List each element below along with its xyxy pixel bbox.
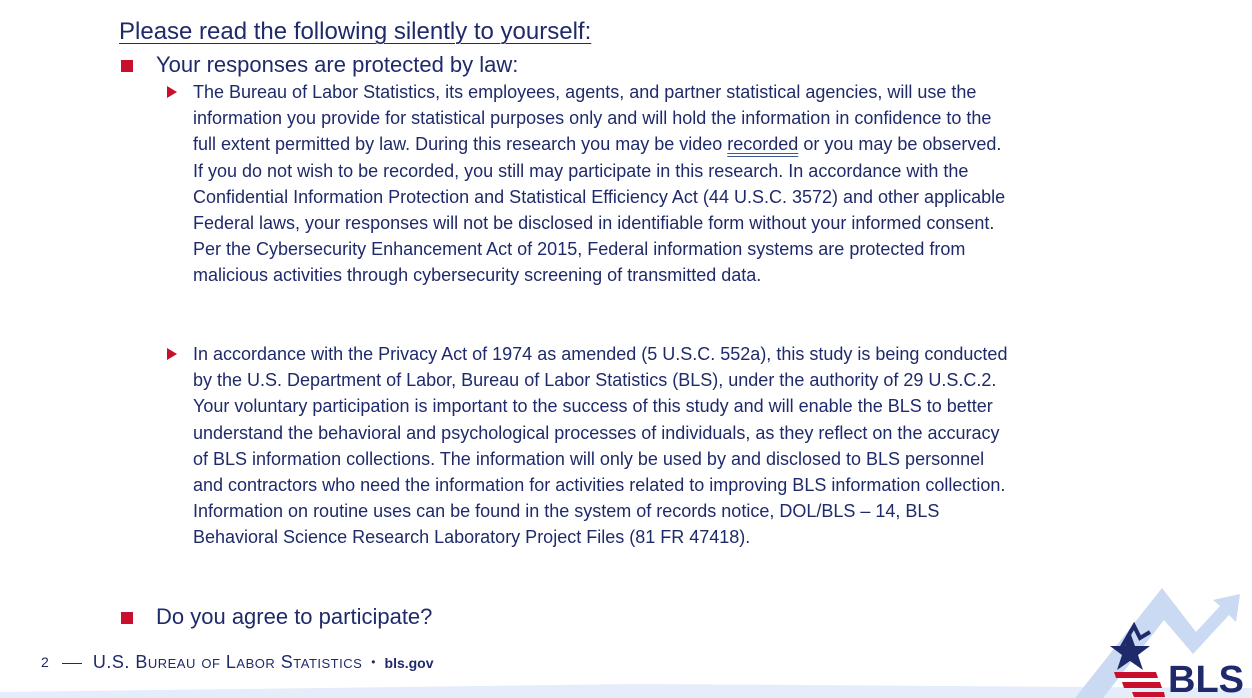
bullet-text: Your responses are protected by law: (156, 52, 519, 77)
footer-website: bls.gov (384, 655, 434, 671)
page-heading: Please read the following silently to yourself: (119, 18, 592, 45)
bls-logo-icon (1110, 586, 1252, 698)
logo-stripe-3 (1132, 692, 1165, 697)
sub-bullet-privacy-act (165, 341, 1015, 551)
footer-separator: • (371, 655, 376, 669)
confidentiality-text-part1: The Bureau of Labor Statistics, its employees, agents, and partner statistical agencies, will use the information you provide for statistical purposes only and will hold the information in confidence to the full extent permitted by law. During this research you may be video (193, 82, 992, 155)
logo-stripe-2 (1122, 682, 1162, 688)
footer-agency-name: U.S. Bureau of Labor Statistics (92, 652, 363, 672)
footer-dash (62, 663, 82, 664)
square-bullet-icon (121, 612, 133, 624)
triangle-bullet-icon (167, 348, 177, 360)
triangle-bullet-icon (167, 86, 177, 98)
confidentiality-text-part2: or you may be observed. If you do not wish to be recorded, you still may participate in this research. In accordance with the Confidential Information Protection and Statistical Efficiency Act (44 U.S.C. 3572) and other applicable Federal laws, your responses will not be disclosed in identifiable form without your informed consent. Per the Cybersecurity Enhancement Act of 2015, Federal information systems are protected from malicious activities through cybersecurity screening of transmitted data. (193, 134, 1006, 286)
bullet-text: Do you agree to participate? (156, 604, 433, 629)
recorded-underlined-word: recorded (727, 134, 799, 155)
page-number: 2 (41, 654, 49, 670)
sub-bullet-text: In accordance with the Privacy Act of 1974 as amended (5 U.S.C. 552a), this study is being conducted by the U.S. Department of Labor, Bureau of Labor Statistics (BLS), under the authority of 29 U.S.C.2. Your voluntary participation is important to the success of this study and will enable the BLS to better understand the behavioral and psychological processes of individuals, as they reflect on the accuracy of BLS information collections. The information will only be used by and disclosed to BLS personnel and contractors who need the information for activities related to improving BLS information collection. Information on routine uses can be found in the system of records notice, DOL/BLS – 14, BLS Behavioral Science Research Laboratory Project Files (81 FR 47418). (193, 344, 1008, 548)
sub-bullet-text (193, 79, 1015, 289)
square-bullet-icon (121, 60, 133, 72)
footer (41, 652, 434, 673)
logo-text: BLS (1168, 659, 1244, 698)
footer-band (0, 684, 1252, 698)
logo-stripe-1 (1114, 672, 1158, 678)
sub-bullet-confidentiality (165, 79, 1015, 289)
